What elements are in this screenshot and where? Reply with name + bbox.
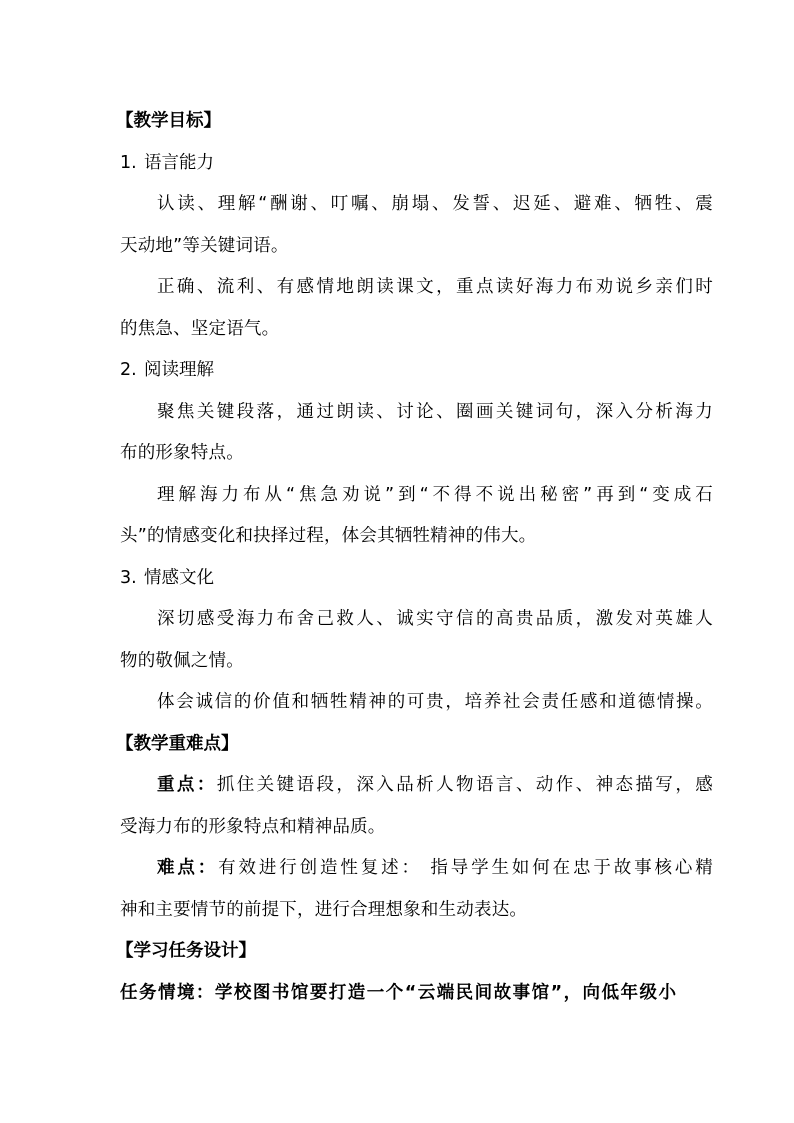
goal-title-reading bbox=[120, 350, 676, 392]
paragraph-line: 认读、理解“酬谢、叮嘱、崩塌、发誓、迟延、避难、牺牲、震 bbox=[157, 194, 713, 214]
goal-title-text: 阅读理解 bbox=[144, 360, 214, 380]
section-heading-teaching-goals: 【教学目标】 bbox=[116, 111, 221, 131]
paragraph-line: 布的形象特点。 bbox=[120, 443, 244, 463]
goal-number: 3. bbox=[120, 567, 137, 588]
paragraph-line: 天动地”等关键词语。 bbox=[120, 235, 289, 256]
difficult-point-label: 难点： bbox=[157, 858, 219, 878]
document-content bbox=[116, 101, 713, 1014]
key-point-label: 重点： bbox=[157, 775, 217, 795]
goal-title-text: 情感文化 bbox=[144, 567, 214, 588]
section-heading-key-difficulties: 【教学重难点】 bbox=[116, 733, 239, 754]
section-heading-task-design: 【学习任务设计】 bbox=[116, 941, 256, 961]
goal-number: 2. bbox=[120, 360, 137, 380]
goal-number: 1. bbox=[120, 152, 137, 173]
task-context-line: 任务情境：学校图书馆要打造一个“云端民间故事馆”，向低年级小 bbox=[120, 982, 676, 1003]
difficult-point-line bbox=[120, 848, 713, 890]
paragraph-line: 体会诚信的价值和牺牲精神的可贵，培养社会责任感和道德情操。 bbox=[157, 692, 713, 712]
paragraph-line: 深切感受海力布舍己救人、诚实守信的高贵品质，激发对英雄人 bbox=[157, 609, 713, 629]
goal-title-emotion bbox=[120, 558, 676, 600]
goal-title-text: 语言能力 bbox=[144, 152, 214, 173]
paragraph-line: 的焦急、坚定语气。 bbox=[120, 318, 280, 339]
goal-title-language bbox=[120, 143, 676, 185]
paragraph-line: 理解海力布从“焦急劝说”到“不得不说出秘密”再到“变成石 bbox=[157, 484, 713, 505]
paragraph-line: 受海力布的形象特点和精神品质。 bbox=[120, 816, 386, 837]
key-point-line bbox=[120, 765, 713, 807]
paragraph-line: 头”的情感变化和抉择过程，体会其牺牲精神的伟大。 bbox=[120, 526, 537, 546]
paragraph-line: 物的敬佩之情。 bbox=[120, 650, 244, 671]
paragraph-line: 神和主要情节的前提下，进行合理想象和生动表达。 bbox=[120, 899, 528, 920]
paragraph-line: 聚焦关键段落，通过朗读、讨论、圈画关键词句，深入分析海力 bbox=[157, 401, 713, 422]
difficult-point-text: 有效进行创造性复述： 指导学生如何在忠于故事核心精 bbox=[218, 858, 713, 878]
paragraph-line: 正确、流利、有感情地朗读课文，重点读好海力布劝说乡亲们时 bbox=[157, 277, 713, 297]
key-point-text: 抓住关键语段，深入品析人物语言、动作、神态描写，感 bbox=[216, 775, 713, 795]
